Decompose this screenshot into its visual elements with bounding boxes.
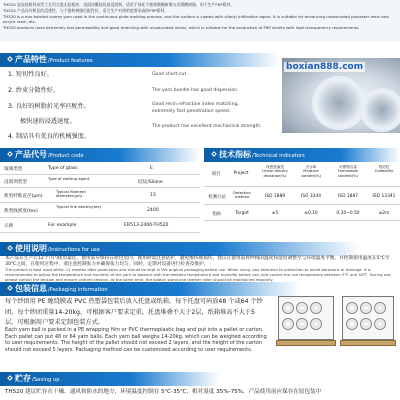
packaging-bar	[0, 282, 300, 296]
roving-roll	[360, 88, 400, 132]
spool	[346, 302, 358, 314]
table-row: 玻璃类型 Type of glass E	[0, 163, 200, 175]
tech-header-row: 项目 Project 线密度偏差 Linear density deviation(%) 含水率 Moisture content(%) 可燃物含量 Flammable content(%) 短切性 Cuttability	[204, 163, 400, 187]
table-row: 检测方法 Detection method ISO 1889 ISO 3344 ISO 1887 ISO 13341	[204, 189, 400, 205]
section-diamond-icon	[7, 285, 13, 291]
feature-4-cn: 4. 制品具有优良的机械强度。	[8, 133, 91, 140]
tech-title: 技术指标/Technical indicators	[212, 149, 305, 160]
intro-cn-2: TH520 产品具有极佳的浸透性，与不饱和树脂匹配性好，适合生产对透明度要求高的FRP板材。	[3, 7, 169, 13]
feature-1-en: Good short-cut.	[152, 72, 188, 77]
feature-3b-cn: 极快速的浸透速度。	[20, 118, 76, 125]
feature-3b-en: extremely fast penetration speed.	[152, 109, 231, 114]
pallet-base	[340, 340, 396, 346]
intro-en-2: TH520 products have extremely fast permeability and good matching with unsaturated resins, which is suitable for the production of FRP sheets with high transparency requirements.	[3, 25, 360, 31]
section-diamond-icon	[7, 56, 13, 62]
saving-text: TH520 建议贮存在干燥、通风和防水的地方，环境温度控制在 5℃-35℃，相对湿度 35%-75%。产品使用前应保存在原包装中	[5, 389, 322, 395]
spool	[282, 302, 294, 314]
usage-bar	[0, 242, 360, 256]
packaging-en: Each yarn ball is packed in a PE wrapping film or PVC thermoplastic bag and put into a pallet or carton. Each pallet can put 48 or 64 yarn balls. Each yarn ball weighs 14-20kg, which can be weighed according to user requirements. The height of the pallet should not exceed 2 layers, and the height of the carton should not exceed 5 layers. Packaging method can be customized according to user requirements.	[5, 327, 267, 353]
usage-title: 使用说明/Instructions for use	[8, 243, 100, 254]
features-title: 产品特性/Product features	[8, 54, 93, 65]
spool	[296, 318, 308, 330]
packaging-title: 包装信息/Packaging information	[8, 283, 108, 294]
table-row: 典型纤维直径(μm) Typical filament diameter(μm) 13	[0, 189, 200, 203]
feature-2-cn: 2. 纱束分散性好。	[8, 87, 60, 94]
spool	[374, 302, 386, 314]
section-diamond-icon	[7, 375, 13, 381]
product-code-title: 产品代号/Product code	[8, 149, 84, 160]
spool	[360, 318, 372, 330]
feature-3-en: Good resin refractive index matching,	[152, 102, 239, 107]
section-diamond-icon	[211, 151, 217, 157]
pallet-base	[276, 340, 336, 346]
spool	[310, 318, 322, 330]
intro-block	[0, 0, 400, 42]
usage-en: The product is best used within 12 months after production and should be kept in the original packaging before use. When using, pay attention to protection to avoid abrasions or damage. It is recommended to adjust the temperature and humidity of the yarn to balance with the ambient temperature and humidity before use, and control the use temperature between 5℃ and 30℃. During use, please control the tension and ensure uniform tension. At the same time, the bobbin stand and leather roller should be maintained regularly.	[5, 267, 392, 282]
table-row: 指标 Target ±5 ≤0.10 0.35~0.50 ≥2m	[204, 207, 400, 221]
feature-4-en: The product has excellent mechanical strength.	[152, 124, 262, 129]
usage-cn: 本产品在生产后12个月内使用最佳，使用前应保持在原包装内，使用时需注意防护，避免擦伤或损伤，建议在使用前将纱线的温度和湿度调整至与环境温度平衡，并控制使用温度在5℃至30℃之间，在使用过程中，请注意控制张力并确保张力均匀，同时，定期对设备进行检查及维护。	[5, 256, 390, 268]
features-section-bar	[0, 53, 280, 67]
feature-2-en: The yarn bundle has good dispersion.	[152, 88, 239, 93]
saving-bar	[0, 372, 220, 386]
intro-en-1: TH520 is a non-twisted coarse yarn used in the continuous plate molding process, and the surface is coated with silanyl infiltration agent. It is suitable for enhancing unsaturated polyester resin and acrylic resin, etc.	[3, 13, 389, 25]
usage-text	[5, 256, 397, 282]
spool	[360, 302, 372, 314]
watermark-text: boxian888.com	[286, 62, 364, 72]
feature-1-cn: 1. 短切性良好。	[8, 71, 53, 78]
section-diamond-icon	[7, 245, 13, 251]
pallet-illustration	[272, 292, 400, 352]
tech-bar	[204, 148, 400, 162]
packaging-cn: 每个纱团用 PE 缠绕膜或 PVC 热塑袋包装后放入托盘或纸箱，每个托盘可码放48 个或64 个纱团，每个纱团重量14-20kg，可根据客户要求定重，托盘堆叠不大于2层，纸箱堆高不大于5层，可根据用户要求定制包装方式。	[5, 298, 263, 326]
feature-3-cn: 3. 良好的树脂折光率匹配性。	[8, 103, 91, 110]
spool	[346, 318, 358, 330]
spool	[296, 302, 308, 314]
section-diamond-icon	[7, 151, 13, 157]
roving-roll	[312, 76, 366, 130]
product-code-bar	[0, 148, 200, 162]
spool	[282, 318, 294, 330]
table-row: 示例 For example ER513-2400-TH520	[0, 219, 200, 233]
spool	[310, 302, 322, 314]
intro-cn: TH520 是连续板材成型工艺用合股无捻粗纱，表面涂覆硅烷基浸润剂。适用于绿化不饱和聚酯树脂与丙烯酸树脂，用于生产FRP板材。	[3, 2, 235, 7]
saving-title: 贮存/Saving up	[8, 373, 60, 384]
table-row: 典型线密度(tex) Typical line density(tex) 2400	[0, 204, 200, 218]
spool	[374, 318, 386, 330]
table-row: 浸润剂类型 Type of wetting agent 硅烷/Silane	[0, 176, 200, 188]
product-photo	[282, 58, 400, 133]
